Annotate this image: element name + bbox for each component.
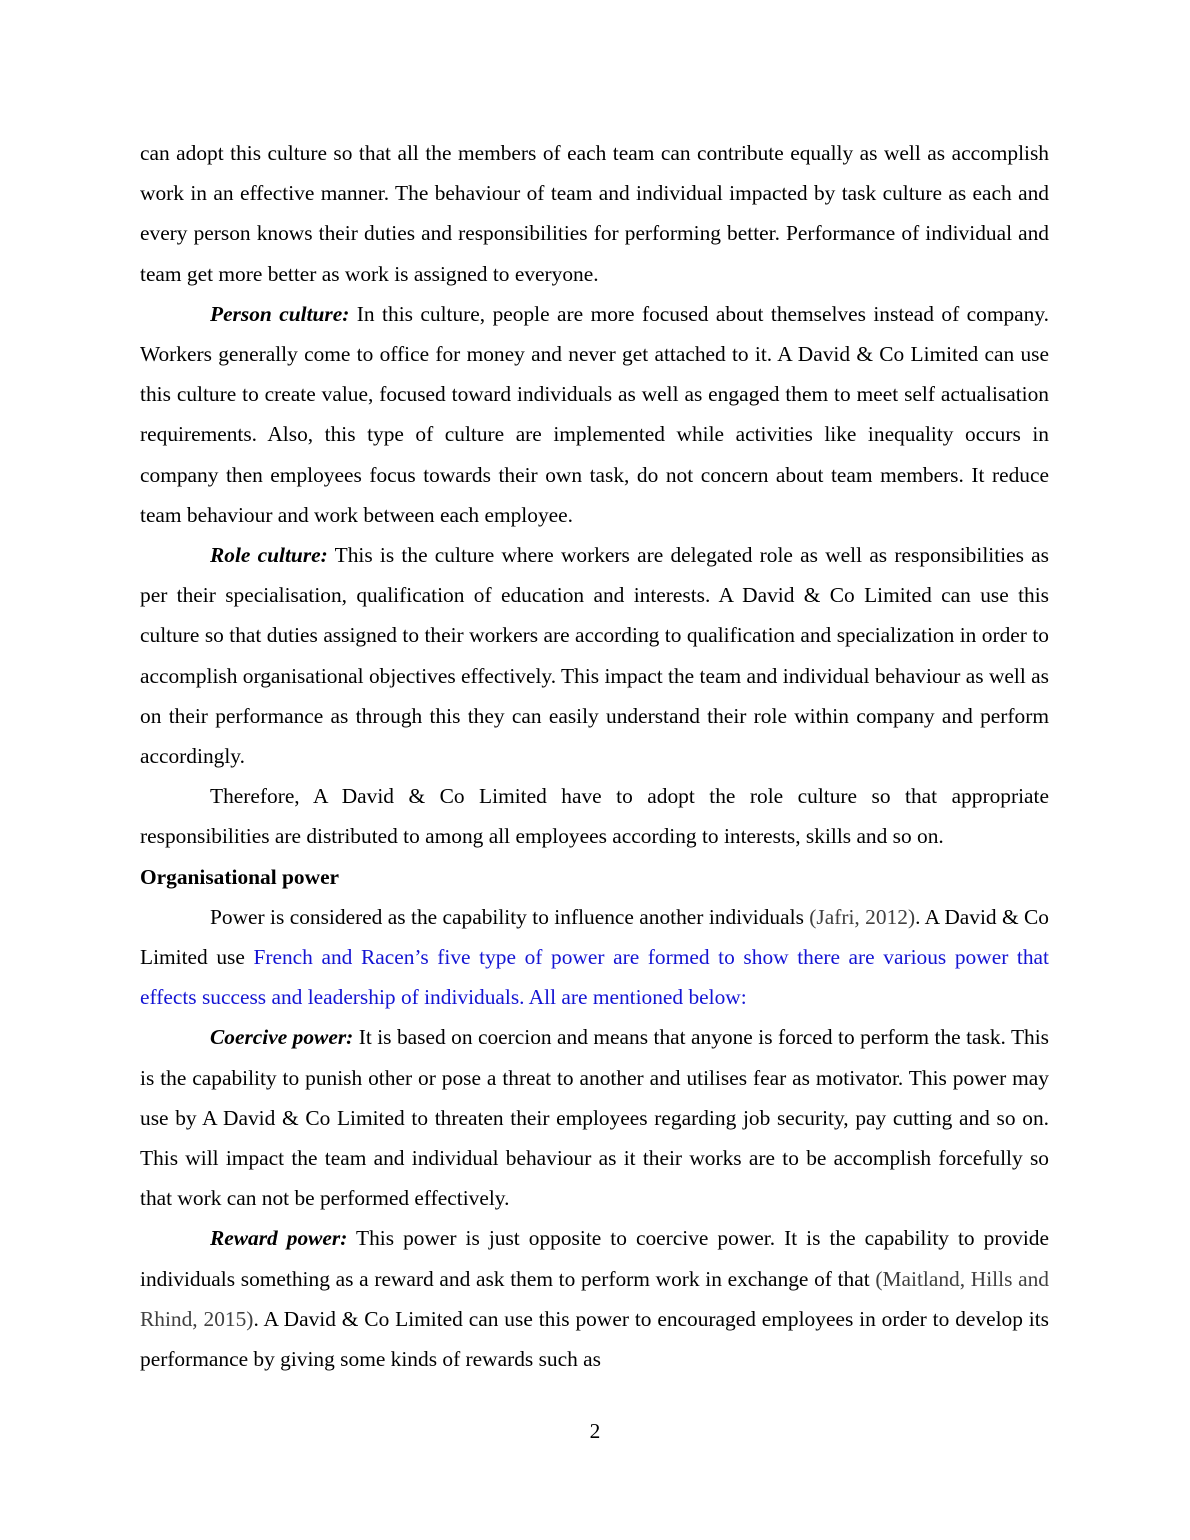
term-coercive-power: Coercive power: xyxy=(210,1025,354,1050)
paragraph-text: Power is considered as the capability to influence another individuals xyxy=(210,904,810,929)
paragraph-text: . A David & Co Limited use xyxy=(140,904,1050,970)
paragraph-role-culture xyxy=(140,535,1049,776)
paragraph-reward-power xyxy=(140,1218,1049,1379)
paragraph-coercive-power xyxy=(140,1017,1049,1218)
paragraph-text: can adopt this culture so that all the members of each team can contribute equally as well as accomplish work in an effective manner. The behaviour of team and individual impacted by task culture as each and every person knows their duties and responsibilities for performing better. Performance of individual and team get more better as work is assigned to everyone. xyxy=(140,141,1049,286)
term-role-culture: Role culture: xyxy=(210,543,328,568)
term-reward-power: Reward power: xyxy=(210,1226,348,1251)
citation-jafri: (Jafri, 2012) xyxy=(809,904,916,929)
paragraph-text: . A David & Co Limited can use this power to encouraged employees in order to develop its performance by giving some kinds of rewards such as xyxy=(140,1306,1049,1372)
paragraph-text: It is based on coercion and means that anyone is forced to perform the task. This is the capability to punish other or pose a threat to another and utilises fear as motivator. This power may use by A David & Co Limited to threaten their employees regarding job security, pay cutting and so on. This will impact the team and individual behaviour as it their works are to be accomplish forcefully so that work can not be performed effectively. xyxy=(140,1025,1049,1211)
paragraph-conclusion xyxy=(140,776,1049,856)
highlighted-text: French and Racen’s five type of power are formed to show there are various power that effects success and leadership of individuals. All are mentioned below: xyxy=(140,945,1049,1010)
paragraph-task-culture-end xyxy=(140,133,1049,294)
paragraph-person-culture xyxy=(140,294,1049,535)
term-person-culture: Person culture: xyxy=(210,301,350,326)
paragraph-text: This is the culture where workers are delegated role as well as responsibilities as per their specialisation, qualification of education and interests. A David & Co Limited can use this culture so that duties assigned to their workers are according to qualification and specialization in order to accomplish organisational objectives effectively. This impact the team and individual behaviour as well as on their performance as through this they can easily understand their role within company and perform accordingly. xyxy=(140,543,1049,769)
paragraph-text: Therefore, A David & Co Limited have to adopt the role culture so that appropriate responsibilities are distributed to among all employees according to interests, skills and so on. xyxy=(140,784,1049,849)
document-body xyxy=(140,133,1049,1379)
paragraph-power-intro xyxy=(140,897,1049,1018)
section-heading-organisational-power: Organisational power xyxy=(140,864,340,889)
paragraph-text: This power is just opposite to coercive power. It is the capability to provide individuals something as a reward and ask them to perform work in exchange of that xyxy=(140,1226,1049,1291)
citation-maitland: (Maitland, Hills and Rhind, 2015) xyxy=(140,1266,1049,1331)
page-number: 2 xyxy=(589,1419,601,1443)
paragraph-text: In this culture, people are more focused about themselves instead of company. Workers generally come to office for money and never get attached to it. A David & Co Limited can use this culture to create value, focused toward individuals as well as engaged them to meet self actualisation requirements. Also, this type of culture are implemented while activities like inequality occurs in company then employees focus towards their own task, do not concern about team members. It reduce team behaviour and work between each employee. xyxy=(140,301,1050,527)
